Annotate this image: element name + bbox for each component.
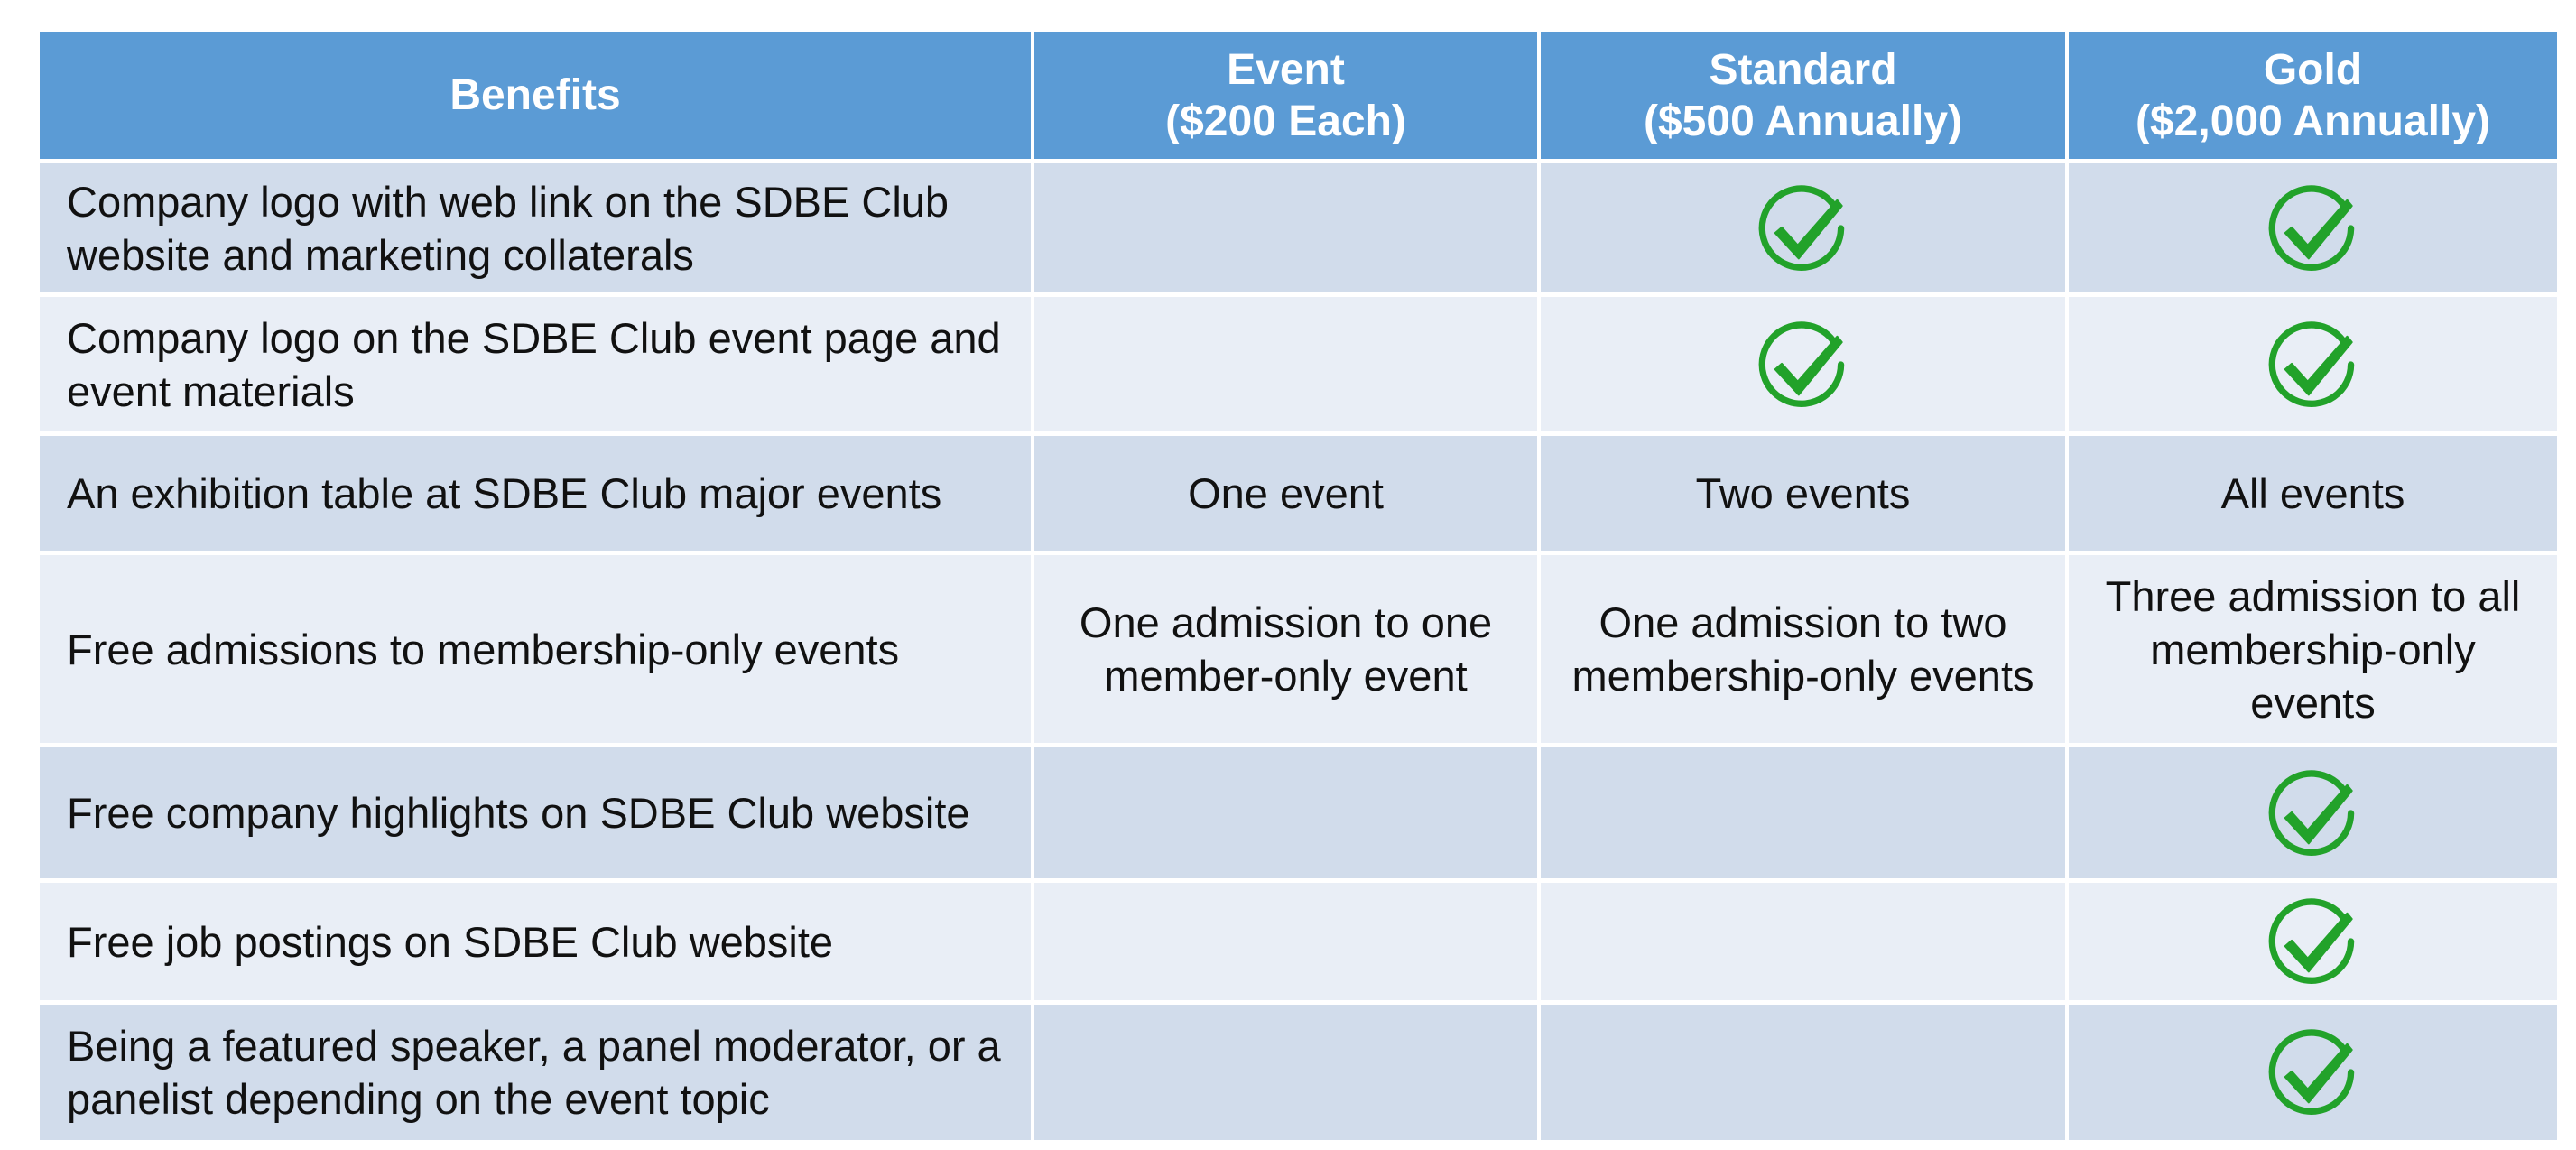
gold-tier-cell [2069, 297, 2557, 431]
check-circle-icon [1756, 318, 1850, 412]
gold-tier-cell [2069, 436, 2557, 551]
event-tier-cell [1034, 163, 1537, 292]
gold-tier-value: Three admission to all membership-only events [2105, 571, 2521, 727]
header-standard-title: Standard [1709, 45, 1897, 94]
benefit-label: Free company highlights on SDBE Club website [67, 789, 970, 837]
event-tier-cell [1034, 1005, 1537, 1140]
benefit-cell [40, 163, 1031, 292]
header-benefits-title: Benefits [449, 71, 621, 119]
benefit-cell [40, 297, 1031, 431]
standard-tier-cell [1541, 555, 2065, 743]
gold-tier-cell [2069, 163, 2557, 292]
header-event [1034, 32, 1537, 159]
gold-tier-value: All events [2220, 469, 2405, 517]
event-tier-cell [1034, 436, 1537, 551]
check-circle-icon [2266, 895, 2360, 988]
header-standard [1541, 32, 2065, 159]
gold-tier-cell [2069, 1005, 2557, 1140]
check-circle-icon [2266, 766, 2360, 860]
standard-tier-cell [1541, 883, 2065, 1000]
event-tier-value: One event [1188, 469, 1384, 517]
standard-tier-cell [1541, 163, 2065, 292]
benefit-label: Being a featured speaker, a panel moderator, or a panelist depending on the event topic [67, 1022, 1001, 1123]
header-standard-price: ($500 Annually) [1644, 97, 1962, 145]
benefit-label: Company logo with web link on the SDBE Club website and marketing collaterals [67, 177, 950, 279]
standard-tier-cell [1541, 436, 2065, 551]
event-tier-cell [1034, 297, 1537, 431]
benefit-cell [40, 555, 1031, 743]
benefit-cell [40, 747, 1031, 878]
benefits-comparison-table [40, 32, 2552, 1123]
event-tier-cell [1034, 555, 1537, 743]
header-benefits [40, 32, 1031, 159]
event-tier-value: One admission to one member-only event [1079, 598, 1493, 700]
check-circle-icon [2266, 1025, 2360, 1119]
check-circle-icon [2266, 318, 2360, 412]
standard-tier-cell [1541, 1005, 2065, 1140]
event-tier-cell [1034, 883, 1537, 1000]
check-circle-icon [1756, 181, 1850, 275]
benefit-label: An exhibition table at SDBE Club major events [67, 469, 942, 517]
benefit-cell [40, 436, 1031, 551]
benefit-cell [40, 883, 1031, 1000]
gold-tier-cell [2069, 747, 2557, 878]
header-gold-title: Gold [2263, 45, 2363, 94]
benefit-cell [40, 1005, 1031, 1140]
benefit-label: Company logo on the SDBE Club event page and event materials [67, 313, 1001, 415]
header-gold-price: ($2,000 Annually) [2135, 97, 2491, 145]
standard-tier-value: Two events [1695, 469, 1911, 517]
event-tier-cell [1034, 747, 1537, 878]
gold-tier-cell [2069, 555, 2557, 743]
header-event-price: ($200 Each) [1165, 97, 1406, 145]
header-gold [2069, 32, 2557, 159]
standard-tier-cell [1541, 297, 2065, 431]
header-event-title: Event [1227, 45, 1345, 94]
standard-tier-value: One admission to two membership-only events [1571, 598, 2034, 700]
benefit-label: Free job postings on SDBE Club website [67, 917, 834, 966]
standard-tier-cell [1541, 747, 2065, 878]
check-circle-icon [2266, 181, 2360, 275]
gold-tier-cell [2069, 883, 2557, 1000]
benefit-label: Free admissions to membership-only events [67, 625, 900, 673]
